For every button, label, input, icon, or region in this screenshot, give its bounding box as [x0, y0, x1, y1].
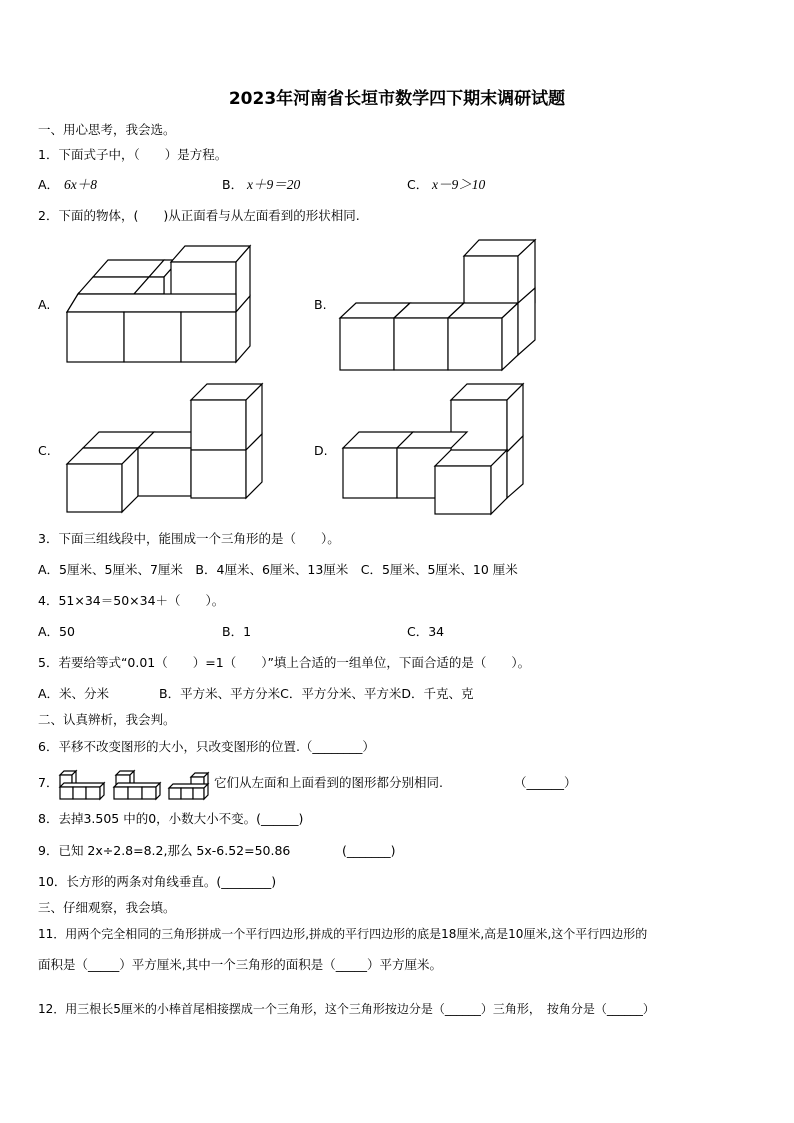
q1-option-a: 6x＋8 [64, 177, 97, 192]
q3-stem: 3．下面三组线段中，能围成一个三角形的是（ ）。 [38, 531, 340, 546]
section-2-heading: 二、认真辨析，我会判。 [38, 712, 176, 727]
q3-options: A．5厘米、5厘米、7厘米 B．4厘米、6厘米、13厘米 C．5厘米、5厘米、10 厘米 [38, 562, 518, 577]
figure-a-cubes [60, 240, 260, 370]
q1-stem: 1．下面式子中，（ ）是方程。 [38, 147, 228, 162]
q1-option-c-label: C． [407, 177, 429, 192]
q12-statement: 12．用三根长5厘米的小棒首尾相接摆成一个三角形，这个三角形按边分是（______）三角形， 按角分是（______） [38, 1002, 655, 1016]
q11-line-2: 面积是（_____）平方厘米,其中一个三角形的面积是（_____）平方厘米。 [38, 957, 442, 972]
q2-stem: 2．下面的物体，( )从正面看与从左面看到的形状相同. [38, 208, 360, 223]
q1-option-a-label: A． [38, 177, 60, 192]
q1-option-c: x－9＞10 [432, 177, 486, 192]
section-1-heading: 一、用心思考，我会选。 [38, 122, 176, 137]
q2-label-d: D. [314, 443, 328, 458]
q9-answer-blank[interactable]: (_______) [342, 843, 396, 858]
q7-number: 7． [38, 775, 59, 790]
q2-label-a: A. [38, 297, 51, 312]
figure-c-cubes [64, 382, 269, 517]
q8-statement: 8．去掉3.505 中的0，小数大小不变。(______) [38, 811, 304, 826]
q1-option-b-label: B． [222, 177, 244, 192]
q2-label-c: C. [38, 443, 51, 458]
figure-d-cubes [343, 382, 528, 517]
q5-stem: 5．若要给等式“0.01（ ）=1（ ）”填上合适的一组单位，下面合适的是（ ）。 [38, 655, 531, 670]
page-title: 2023年河南省长垣市数学四下期末调研试题 [228, 89, 566, 109]
q11-line-1: 11．用两个完全相同的三角形拼成一个平行四边形,拼成的平行四边形的底是18厘米,高是10厘米,这个平行四边形的 [38, 927, 648, 941]
q4-option-a: A．50 [38, 624, 75, 639]
q4-option-b: B．1 [222, 624, 252, 639]
q2-label-b: B. [314, 297, 327, 312]
q7-cube-figures [58, 766, 218, 802]
q5-options: A．米、分米 B．平方米、平方分米C．平方分米、平方米D．千克、克 [38, 686, 474, 701]
section-3-heading: 三、仔细观察，我会填。 [38, 900, 176, 915]
q6-statement: 6．平移不改变图形的大小，只改变图形的位置.（________） [38, 739, 375, 754]
q7-statement: 它们从左面和上面看到的图形都分别相同. [214, 775, 443, 790]
figure-b-cubes [338, 238, 543, 373]
q9-statement: 9．已知 2x÷2.8=8.2,那么 5x-6.52=50.86 [38, 843, 291, 858]
q4-stem: 4．51×34＝50×34＋（ ）。 [38, 593, 225, 608]
q1-option-b: x＋9＝20 [247, 177, 301, 192]
q7-answer-blank[interactable]: （______） [514, 775, 577, 790]
q4-option-c: C．34 [407, 624, 445, 639]
q10-statement: 10．长方形的两条对角线垂直。(________) [38, 874, 277, 889]
